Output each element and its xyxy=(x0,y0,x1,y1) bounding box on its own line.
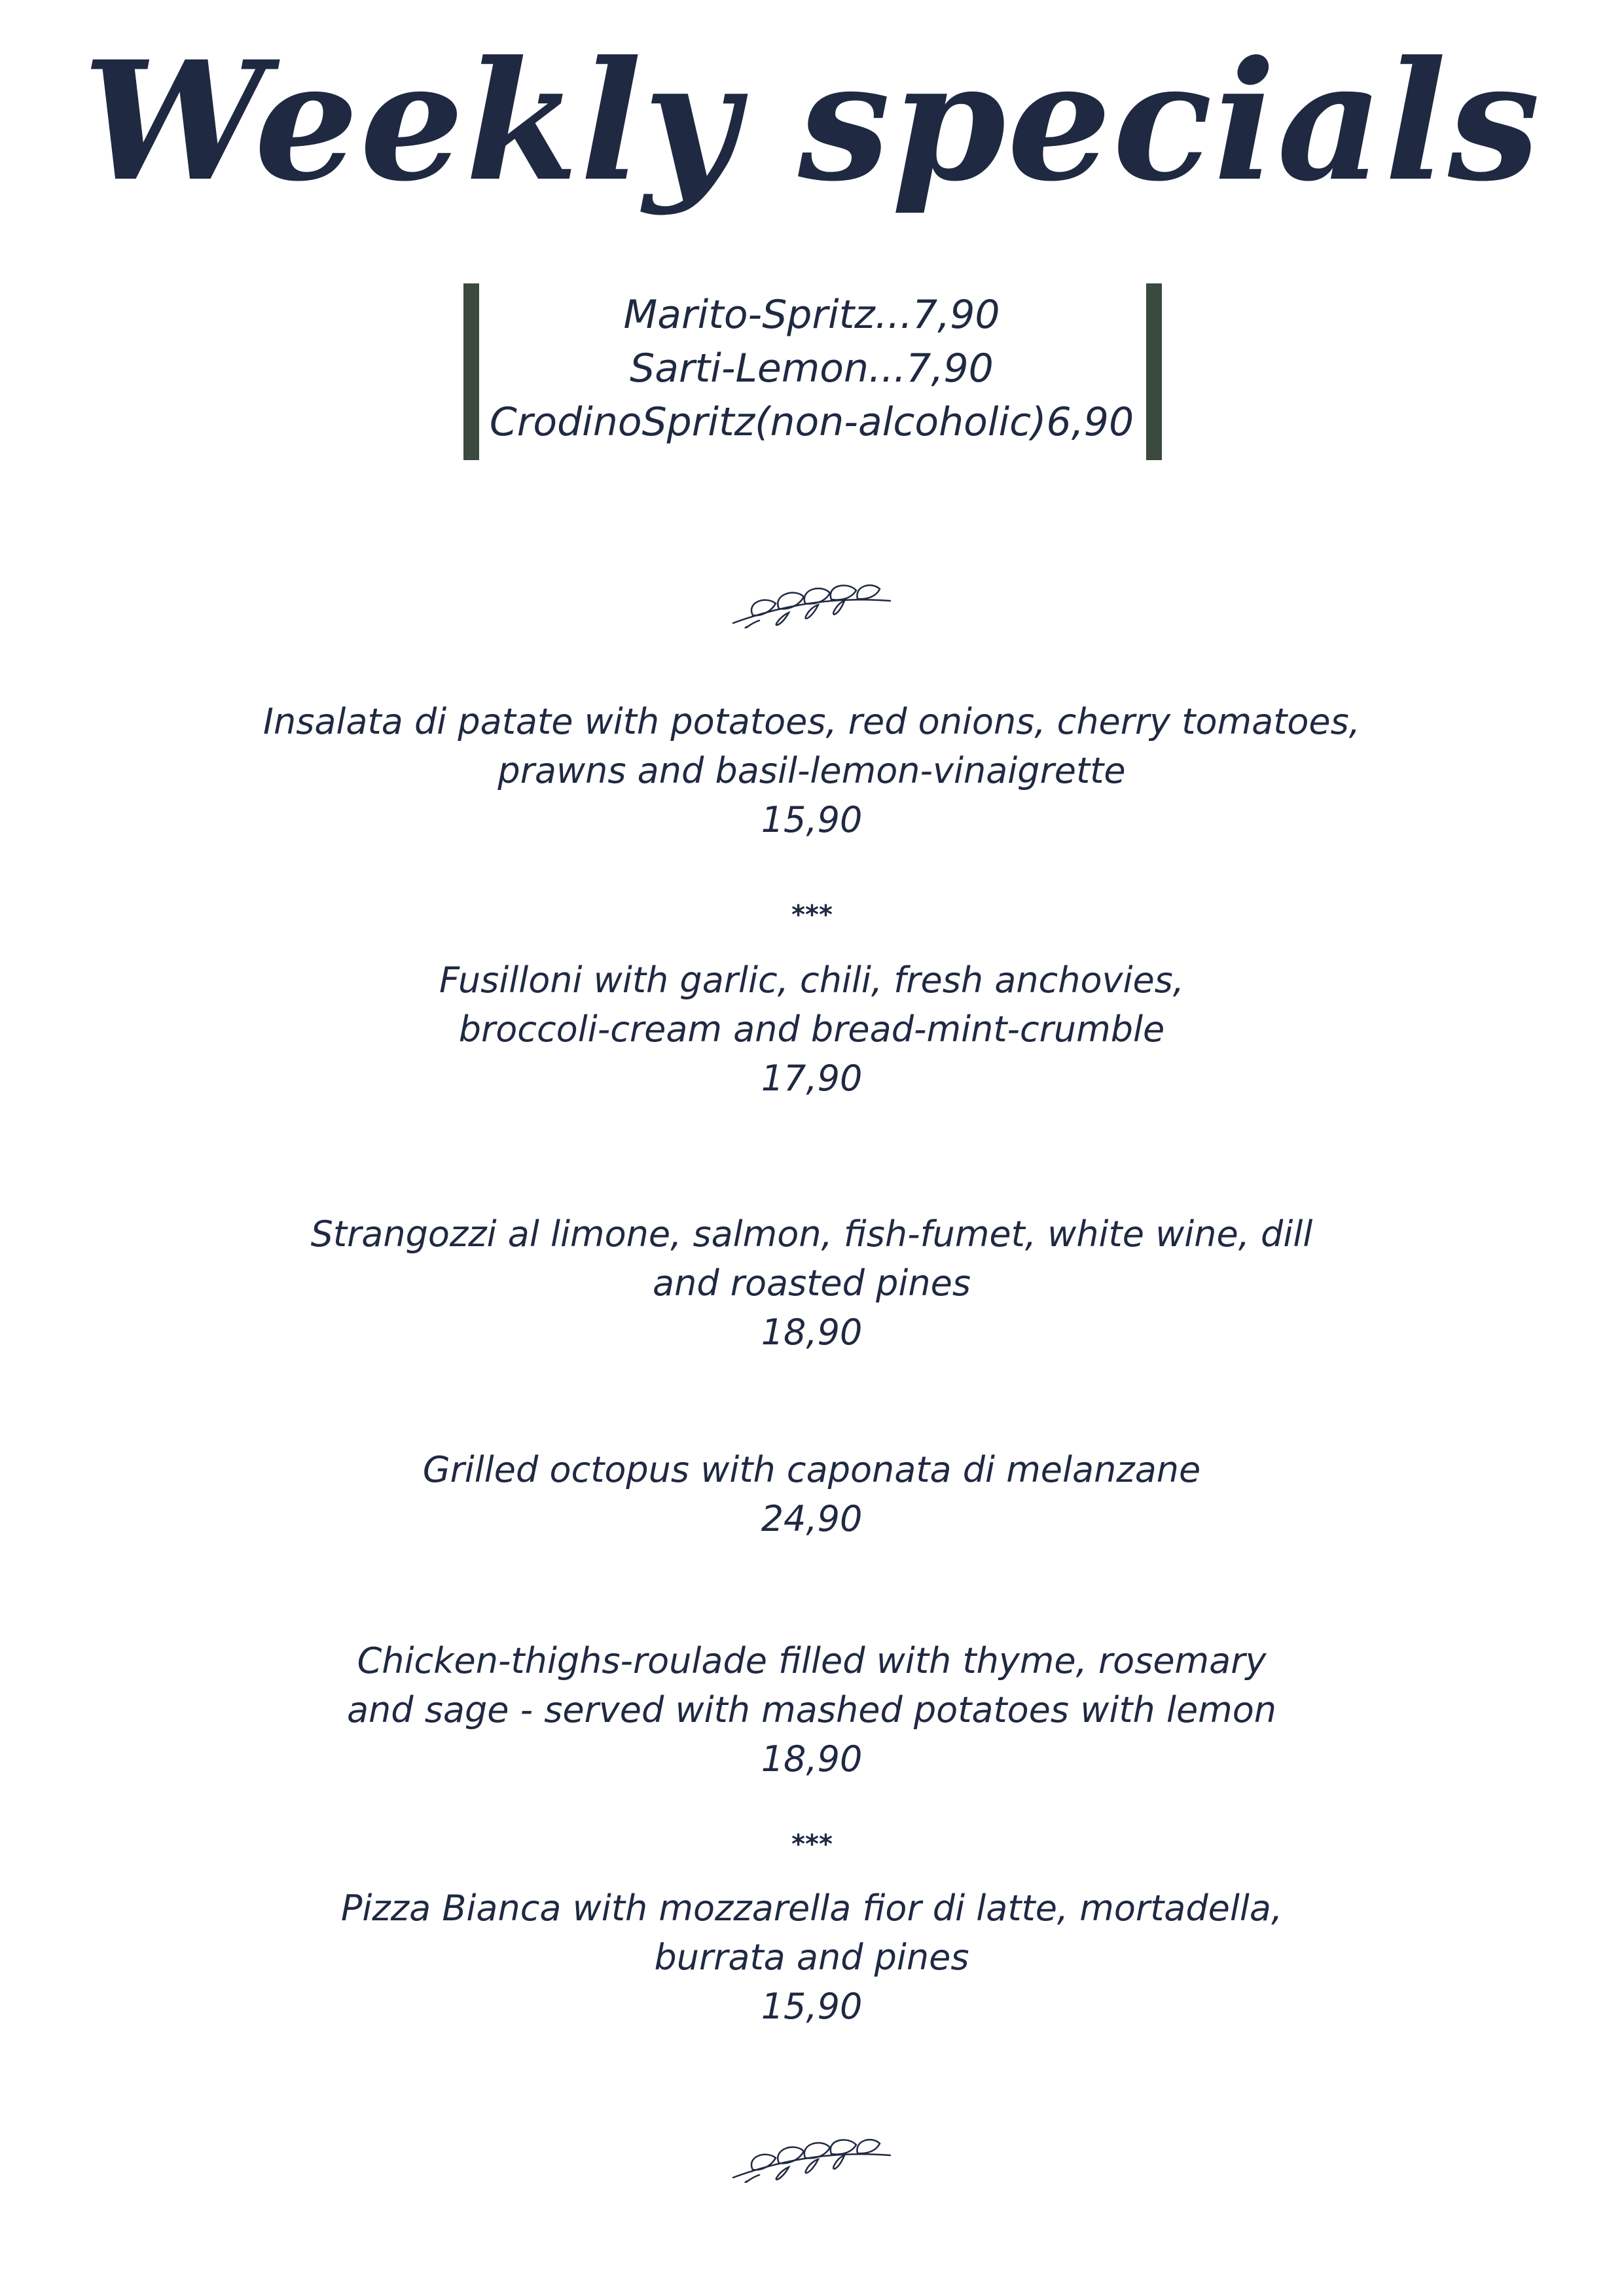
item-price: 15,90 xyxy=(761,1986,863,2027)
leaf-sprig-icon xyxy=(727,2117,897,2183)
item-description: Insalata di patate with potatoes, red onions, cherry tomatoes, xyxy=(263,701,1360,742)
drinks-right-bar xyxy=(1146,283,1162,460)
item-price: 17,90 xyxy=(761,1058,863,1099)
drinks-list xyxy=(484,288,1139,449)
drink-item: Marito-Spritz...7,90 xyxy=(623,292,1000,338)
item-price: 15,90 xyxy=(761,799,863,840)
menu-item xyxy=(223,1445,1401,1543)
separator: *** xyxy=(791,1829,833,1859)
item-description: broccoli-cream and bread-mint-crumble xyxy=(458,1009,1165,1050)
menu-item xyxy=(223,1884,1401,2031)
item-description: prawns and basil-lemon-vinaigrette xyxy=(497,750,1126,791)
item-description: Grilled octopus with caponata di melanzane xyxy=(422,1449,1201,1490)
drinks-left-bar xyxy=(463,283,479,460)
item-description: and roasted pines xyxy=(653,1263,971,1304)
drink-item: CrodinoSpritz(non-alcoholic)6,90 xyxy=(489,399,1134,445)
item-price: 24,90 xyxy=(761,1498,863,1539)
item-description: Strangozzi al limone, salmon, fish-fumet, white wine, dill xyxy=(310,1213,1313,1255)
leaf-sprig-icon xyxy=(727,563,897,628)
menu-item xyxy=(223,956,1401,1103)
separator: *** xyxy=(791,900,833,930)
drink-item: Sarti-Lemon...7,90 xyxy=(630,346,994,391)
item-description: and sage - served with mashed potatoes with lemon xyxy=(346,1689,1277,1731)
item-price: 18,90 xyxy=(761,1312,863,1353)
menu-item xyxy=(223,697,1401,844)
item-description: Fusilloni with garlic, chili, fresh anchovies, xyxy=(439,960,1184,1001)
item-price: 18,90 xyxy=(761,1738,863,1780)
menu-item xyxy=(223,1210,1401,1357)
item-description: Pizza Bianca with mozzarella fior di latte, mortadella, xyxy=(340,1888,1283,1929)
item-description: Chicken-thighs-roulade filled with thyme, rosemary xyxy=(357,1640,1267,1681)
menu-item xyxy=(223,1636,1401,1784)
item-description: burrata and pines xyxy=(654,1937,969,1978)
menu-title: Weekly specials xyxy=(82,25,1542,217)
